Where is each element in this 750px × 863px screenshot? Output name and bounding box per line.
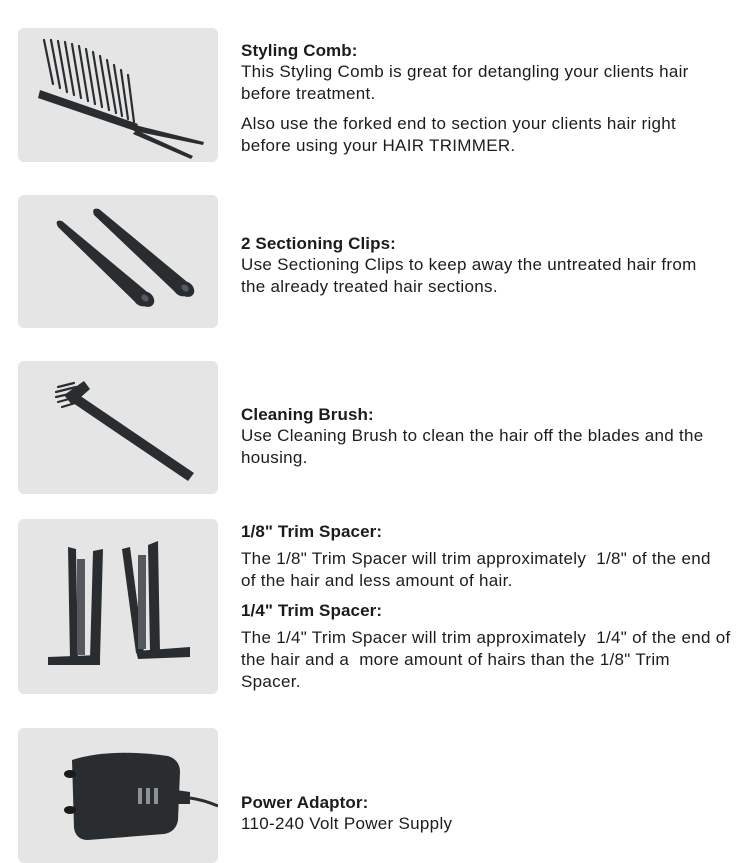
trim-spacers-image bbox=[18, 519, 218, 694]
item-title: 1/8" Trim Spacer: bbox=[241, 522, 383, 541]
sectioning-clips-section bbox=[241, 233, 741, 298]
trim-spacers-section bbox=[241, 521, 741, 693]
item-description: The 1/8" Trim Spacer will trim approximately 1/8" of the end of the hair and less amount of hair. bbox=[241, 549, 716, 590]
styling-comb-section bbox=[241, 40, 741, 157]
styling-comb-icon bbox=[18, 28, 218, 162]
item-description: This Styling Comb is great for detangling your clients hair before treatment. bbox=[241, 62, 689, 103]
cleaning-brush-section bbox=[241, 404, 741, 469]
item-title: Styling Comb: bbox=[241, 41, 358, 60]
styling-comb-image bbox=[18, 28, 218, 162]
sectioning-clips-icon bbox=[18, 195, 218, 328]
cleaning-brush-image bbox=[18, 361, 218, 494]
item-description: 110-240 Volt Power Supply bbox=[241, 814, 453, 833]
item-description: Use Sectioning Clips to keep away the untreated hair from the already treated hair sections. bbox=[241, 255, 697, 296]
sectioning-clips-image bbox=[18, 195, 218, 328]
power-adaptor-section bbox=[241, 792, 741, 835]
trim-spacers-icon bbox=[18, 519, 218, 694]
item-title: 2 Sectioning Clips: bbox=[241, 234, 396, 253]
item-description: Use Cleaning Brush to clean the hair off the blades and the housing. bbox=[241, 426, 704, 467]
item-description-secondary: The 1/4" Trim Spacer will trim approximately 1/4" of the end of the hair and a more amount of hairs than the 1/8" Trim Spacer. bbox=[241, 628, 736, 691]
item-title: Power Adaptor: bbox=[241, 793, 369, 812]
cleaning-brush-icon bbox=[18, 361, 218, 494]
power-adaptor-image bbox=[18, 728, 218, 863]
item-description: Also use the forked end to section your clients hair right before using your HAIR TRIMMER. bbox=[241, 114, 677, 155]
item-title: Cleaning Brush: bbox=[241, 405, 374, 424]
power-adaptor-icon bbox=[18, 728, 218, 863]
item-title-secondary: 1/4" Trim Spacer: bbox=[241, 601, 383, 620]
